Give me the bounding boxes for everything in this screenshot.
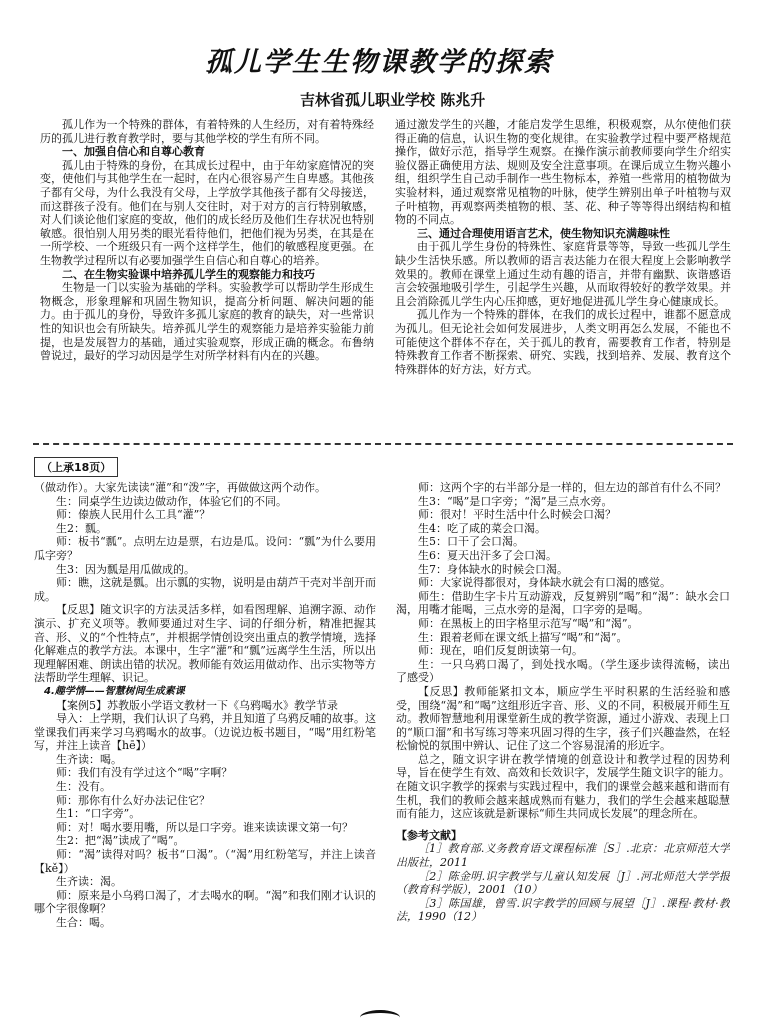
paragraph: （做动作）。大家先读读“灌”和“泼”字，再做做这两个动作。 xyxy=(34,481,326,494)
paragraph: 导入：上学期，我们认识了乌鸦，并且知道了乌鸦反哺的故事。这堂课我们再来学习乌鸦喝水的故事。（边说边板书题目，“喝”用红粉笔写，并注上读音【hē】） xyxy=(34,712,376,753)
paragraph: 生4：吃了咸的菜会口渴。 xyxy=(418,521,546,535)
article-author: 吉林省孤儿职业学校 陈兆升 xyxy=(300,91,486,109)
paragraph: 师：我们有没有学过这个“喝”字啊？ xyxy=(56,766,233,780)
references-title: 【参考文献】 xyxy=(396,828,462,842)
reference-item: ［2］陈金明.识字教学与儿童认知发展［J］.河北师范大学学报（教育科学版），2001（10） xyxy=(396,869,730,897)
paragraph: 师：板书“瓢”。点明左边是票，右边是瓜。设问：“瓢”为什么要用瓜字旁？ xyxy=(34,535,376,562)
paragraph: 师：傣族人民用什么工具“灌”？ xyxy=(56,508,211,522)
paragraph: 师：这两个字的右半部分是一样的，但左边的部首有什么不同？ xyxy=(418,481,726,494)
paragraph: 【案例5】苏教版小学语文教材一下《乌鸦喝水》教学节录 xyxy=(56,698,338,712)
paragraph: 师：“渴”读得对吗？板书“口渴”。（“渴”用红粉笔写，并注上读音【kě】） xyxy=(34,848,376,875)
paragraph: 师：原来是小乌鸦口渴了，才去喝水的啊。“渴”和我们刚才认识的哪个字很像啊？ xyxy=(34,888,376,916)
bottom-left-column xyxy=(34,481,376,1006)
subsection-heading: 4.趣学情——智慧树间生成素课 xyxy=(44,685,185,697)
page-number-mark xyxy=(360,1010,400,1025)
paragraph: 生5：口干了会口渴。 xyxy=(418,535,524,549)
paragraph: 生1：“口字旁”。 xyxy=(56,807,141,821)
continued-label: （上承18页） xyxy=(34,457,118,477)
paragraph: 师：在黑板上的田字格里示范写“喝”和“渴”。 xyxy=(418,616,639,630)
paragraph: 师：大家说得都很对，身体缺水就会有口渴的感觉。 xyxy=(418,576,671,590)
paragraph: 通过激发学生的兴趣，才能启发学生思维，积极观察，从尔使他们获得正确的信息，认识生物的变化规律。在实验教学过程中要严格规范操作，做好示范，指导学生观察。在操作演示前教师要向学生介绍实验仪器正确使用方法、规则及安全注意事项。在课后成立生物兴趣小组，组织学生自己动手制作一些生物标本，养殖一些常用的植物做为实验材料，通过观察常见植物的叶脉，使学生辨别出单子叶植物与双子叶植物，再观察两类植物的根、茎、花、种子等等得出纲结构和植物的不同点。 xyxy=(395,118,731,227)
section-divider xyxy=(33,443,733,445)
paragraph: 由于孤儿学生身份的特殊性、家庭背景等等，导致一些孤儿学生缺少生活快乐感。所以教师的语言表达能力在很大程度上会影响教学效果的。教师在课堂上通过生动有趣的语言，并带有幽默、诙谐感语言会较强地吸引学生，引起学生兴趣，从而取得较好的教学效果。并且会消除孤儿学生内心压抑感，更好地促进孤儿学生身心健康成长。 xyxy=(395,240,731,308)
paragraph: 生齐读：渴。 xyxy=(56,875,122,889)
paragraph: 师：现在，咱们反复朗读第一句。 xyxy=(418,644,583,658)
section-heading: 三、通过合理使用语言艺术，使生物知识充满趣味性 xyxy=(417,226,670,240)
bottom-right-column xyxy=(396,481,730,1006)
paragraph: 生：一只乌鸦口渴了，到处找水喝。（学生逐步读得流畅，读出了感受） xyxy=(396,657,730,685)
paragraph: 师：对！喝水要用嘴，所以是口字旁。谁来读读课文第一句？ xyxy=(56,820,353,834)
paragraph: 生物是一门以实验为基础的学科。实验教学可以帮助学生形成生物概念，形象理解和巩固生物知识，提高分析问题、解决问题的能力。由于孤儿的身份，导致许多孤儿家庭的教育的缺失，对一些常识性的知识也会有所缺失。培养孤儿学生的观察能力是培养实验能力前提，也是发展智力的基础，通过实验观察，形成正确的概念。布鲁纳曾说过，最好的学习动因是学生对所学材料有内在的兴趣。 xyxy=(40,281,374,363)
paragraph: 生齐读：喝。 xyxy=(56,752,122,766)
paragraph: 总之，随文识字讲在教学情境的创意设计和教学过程的因势利导，旨在使学生有效、高效和长效识字，发展学生随文识字的能力。在随文识字教学的探索与实践过程中，我们的课堂会越来越和谐而有生机，我们的教师会越来越成熟而有魅力，我们的学生会越来越聪慧而有能力，这应该就是新课标“师生共同成长发展”的理念所在。 xyxy=(396,752,730,821)
top-left-column xyxy=(40,118,374,443)
reference-item: ［3］陈国雄，曾雪.识字教学的回顾与展望［J］.课程·教材·教法，1990（12） xyxy=(396,896,730,924)
paragraph: 【反思】教师能紧扣文本，顺应学生平时积累的生活经验和感受，围绕“渴”和“喝”这组形近字音、形、义的不同，积极展开师生互动。教师智慧地利用课堂新生成的教学资源，通过小游戏、表现上口的“顺口溜”和书写练习等来巩固习得的生字，孩子们兴趣盎然，在轻松愉悦的氛围中辨认、记住了这二个容易混淆的形近字。 xyxy=(396,684,730,753)
paragraph: 生合：喝。 xyxy=(56,916,111,929)
paragraph: 孤儿作为一个特殊的群体，有着特殊的人生经历，对有着特殊经历的孤儿进行教育教学时，要与其他学校的学生有所不同。 xyxy=(40,118,374,145)
paragraph: 生3：因为瓢是用瓜做成的。 xyxy=(56,562,195,576)
paragraph: 生：同桌学生边读边做动作，体验它们的不同。 xyxy=(56,494,287,508)
paragraph: 孤儿作为一个特殊的群体，在我们的成长过程中，谁都不愿意成为孤儿。但无论社会如何发展进步，人类文明再怎么发展，不能也不可能使这个群体不存在，关于孤儿的教育，需要教育工作者，特别是特殊教育工作者不断探索、研究、实践，找到培养、发展、教育这个特殊群体的好方法，好方式。 xyxy=(395,308,731,376)
paragraph: 师：很对！平时生活中什么时候会口渴？ xyxy=(418,508,616,522)
paragraph: 师：那你有什么好办法记住它？ xyxy=(56,793,210,807)
paragraph: 孤儿由于特殊的身份，在其成长过程中，由于年幼家庭情况的突变，使他们与其他学生在一起时，在内心很容易产生自卑感。其他孩子都有父母，为什么我没有父母，上学放学其他孩子都有父母接送，而这群孩子没有。他们在与别人交往时，对于对方的言行特别敏感，对人们谈论他们家庭的变故，他们的成长经历及他们生存状况也特别敏感。很怕别人用另类的眼光看待他们，把他们视为另类，在其是在一所学校、一个班级只有一两个这样学生，他们的敏感程度更强。在生物教学过程所以有必要加强学生自信心和自尊心的培养。 xyxy=(40,158,374,267)
paragraph: 生6：夏天出汗多了会口渴。 xyxy=(418,548,557,562)
top-right-column xyxy=(395,118,731,443)
section-heading: 一、加强自信心和自尊心教育 xyxy=(62,145,205,159)
paragraph: 生2：瓢。 xyxy=(56,521,107,535)
paragraph: 生：跟着老师在课文纸上描写“喝”和“渴”。 xyxy=(418,630,628,644)
paragraph: 师：瞧，这就是瓢。出示瓢的实物，说明是由葫芦干壳对半剖开而成。 xyxy=(34,576,376,603)
section-heading: 二、在生物实验课中培养孤儿学生的观察能力和技巧 xyxy=(62,267,315,281)
reference-item: ［1］教育部.义务教育语文课程标准［S］.北京：北京师范大学出版社，2011 xyxy=(396,842,730,870)
article-title: 孤儿学生生物课教学的探索 xyxy=(205,47,553,78)
paragraph: 生3：“喝”是口字旁；“渴”是三点水旁。 xyxy=(418,494,613,508)
paragraph: 生：没有。 xyxy=(56,780,111,794)
paragraph: 【反思】随文识字的方法灵活多样，如看图理解、追溯字源、动作演示、扩充义项等。教师要通过对生字、词的仔细分析，精准把握其音、形、义的“个性特点”，并根据学情创设突出重点的教学情境，选择化解难点的教学方法。本课中，生字“灌”和“瓢”远离学生生活，所以出现理解困难、朗读出错的状况。教师能有效运用做动作、出示实物等方法帮助学生理解、识记。 xyxy=(34,603,376,685)
paragraph: 生2：把“渴”读成了“喝”。 xyxy=(56,834,185,848)
paragraph: 师生：借助生字卡片互动游戏，反复辨别“喝”和“渴”：缺水会口渴，用嘴才能喝，三点水旁的是渴，口字旁的是喝。 xyxy=(396,589,730,617)
paragraph: 生7：身体缺水的时候会口渴。 xyxy=(418,562,568,576)
